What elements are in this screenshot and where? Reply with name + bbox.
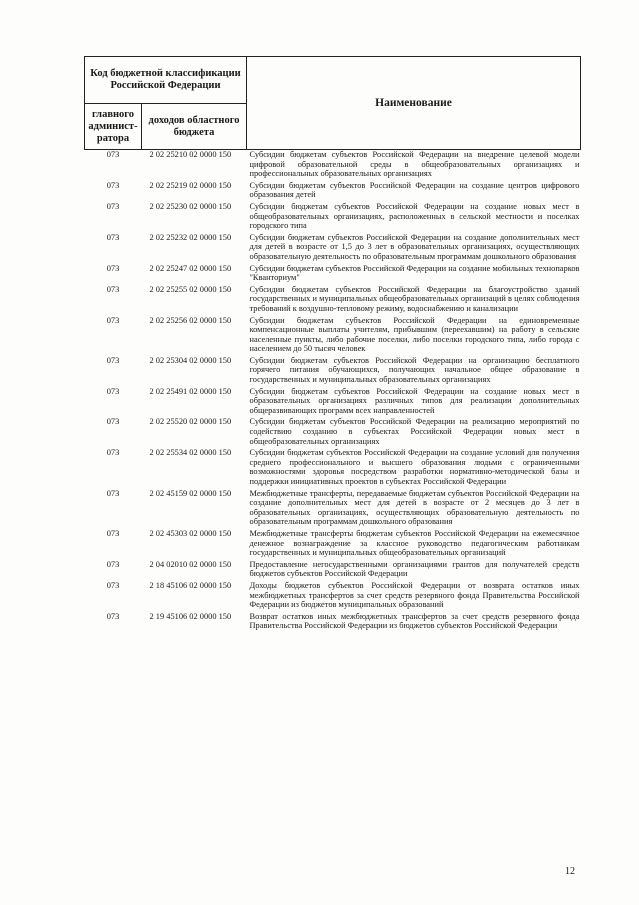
table-row	[85, 316, 581, 356]
income-code-cell: 2 02 25219 02 0000 150	[149, 180, 232, 190]
name-cell: Субсидии бюджетам субъектов Российской Федерации на создание новых мест в общеобразовательных организациях, расположенных в сельской местности и поселках городского типа	[249, 201, 580, 231]
income-code-cell: 2 18 45106 02 0000 150	[149, 580, 232, 590]
table-row	[85, 529, 581, 560]
name-cell: Межбюджетные трансферты бюджетам субъектов Российской Федерации на ежемесячное денежное вознаграждение за классное руководство педагогическим работникам государственных и муниципальных общеобразовательных организаций	[249, 528, 580, 558]
income-code-cell: 2 02 25256 02 0000 150	[149, 315, 232, 325]
name-cell: Субсидии бюджетам субъектов Российской Федерации на единовременные компенсационные выплаты учителям, прибывшим (переехавшим) на работу в сельские населенные пункты, либо рабочие поселки, либо поселки городского типа, либо города с населением до 50 тысяч человек	[249, 315, 580, 354]
admin-code-cell: 073	[106, 559, 120, 569]
admin-code-cell: 073	[106, 180, 120, 190]
admin-code-cell: 073	[106, 448, 120, 458]
income-code-cell: 2 02 25247 02 0000 150	[149, 263, 232, 273]
name-cell: Доходы бюджетов субъектов Российской Федерации от возврата остатков иных межбюджетных трансфертов за счет средств резервного фонда Правительства Российской Федерации из бюджетов муниципальных образований	[249, 580, 580, 610]
name-cell: Субсидии бюджетам субъектов Российской Федерации на внедрение целевой модели цифровой образовательной среды в общеобразовательных организациях и профессиональных образовательных организациях	[249, 150, 580, 179]
table-row	[85, 202, 581, 233]
table-row	[85, 285, 581, 316]
table-row	[85, 417, 581, 448]
admin-code-cell: 073	[106, 201, 120, 211]
admin-code-cell: 073	[106, 528, 120, 538]
income-code-cell: 2 02 25534 02 0000 150	[149, 448, 232, 458]
income-code-cell: 2 02 25210 02 0000 150	[149, 150, 232, 159]
name-cell: Субсидии бюджетам субъектов Российской Федерации на создание центров цифрового образования детей	[249, 180, 580, 200]
admin-code-cell: 073	[106, 611, 120, 621]
income-code-cell: 2 04 02010 02 0000 150	[149, 559, 232, 569]
name-cell: Субсидии бюджетам субъектов Российской Федерации на создание дополнительных мест для детей в возрасте от 1,5 до 3 лет в образовательных организациях, осуществляющих образовательную деятельность по образовательным программам дошкольного образования	[249, 232, 580, 261]
name-cell: Субсидии бюджетам субъектов Российской Федерации на создание мобильных технопарков "Кванториум"	[249, 263, 580, 283]
admin-code-cell: 073	[106, 488, 120, 498]
admin-code-cell: 073	[106, 232, 120, 242]
header-name: Наименование	[247, 57, 581, 150]
name-cell: Субсидии бюджетам субъектов Российской Федерации на создание условий для получения среднего профессионального и высшего образования людьми с ограниченными возможностями здоровья посредством разработки нормативно-методической базы и поддержки инициативных проектов в субъектах Российской Федерации	[249, 448, 580, 486]
admin-code-cell: 073	[106, 417, 120, 427]
table-row	[85, 560, 581, 581]
header-income: доходов областного бюджета	[142, 104, 247, 150]
name-cell: Субсидии бюджетам субъектов Российской Федерации на благоустройство зданий государственных и муниципальных общеобразовательных организаций в целях соблюдения требований к воздушно-тепловому режиму, водоснабжению и канализации	[249, 284, 580, 313]
header-budget-code-group: Код бюджетной классификации Российской Федерации	[85, 57, 247, 104]
name-cell: Субсидии бюджетам субъектов Российской Федерации на создание новых мест в образовательных организациях различных типов для реализации дополнительных общеразвивающих программ всех направленностей	[249, 386, 580, 415]
name-cell: Субсидии бюджетам субъектов Российской Федерации на организацию бесплатного горячего питания обучающихся, получающих начальное общее образование в государственных и муниципальных образовательных организациях	[249, 355, 580, 385]
table-row	[85, 612, 581, 633]
income-code-cell: 2 02 25520 02 0000 150	[149, 417, 232, 427]
table-row	[85, 356, 581, 387]
income-code-cell: 2 02 25230 02 0000 150	[149, 201, 232, 211]
table-row	[85, 264, 581, 285]
name-cell: Субсидии бюджетам субъектов Российской Федерации на реализацию мероприятий по содействию созданию в субъектах Российской Федерации новых мест в общеобразовательных организациях	[249, 417, 580, 446]
admin-code-cell: 073	[106, 263, 120, 273]
income-code-cell: 2 02 25232 02 0000 150	[149, 232, 232, 242]
name-cell: Возврат остатков иных межбюджетных трансфертов за счет средств резервного фонда Правительства Российской Федерации из бюджетов субъектов Российской Федерации	[249, 611, 580, 631]
name-cell: Предоставление негосударственными организациями грантов для получателей средств бюджетов субъектов Российской Федерации	[249, 559, 580, 579]
table-row	[85, 181, 581, 202]
admin-code-cell: 073	[106, 150, 120, 159]
income-code-cell: 2 02 45159 02 0000 150	[149, 488, 232, 498]
table-row	[85, 489, 581, 529]
income-code-cell: 2 02 25255 02 0000 150	[149, 284, 232, 294]
table-row	[85, 233, 581, 264]
page-number: 12	[565, 866, 575, 877]
admin-code-cell: 073	[106, 386, 120, 396]
name-cell: Межбюджетные трансферты, передаваемые бюджетам субъектов Российской Федерации на создание дополнительных мест для детей в возрасте от 2 месяцев до 3 лет в образовательных организациях, осуществляющих образовательную деятельность по образовательным программам дошкольного образования	[249, 488, 580, 527]
table-row	[85, 448, 581, 488]
admin-code-cell: 073	[106, 355, 120, 365]
table-header	[85, 57, 581, 150]
table-row	[85, 150, 581, 181]
admin-code-cell: 073	[106, 580, 120, 590]
income-code-cell: 2 02 45303 02 0000 150	[149, 528, 232, 538]
income-code-cell: 2 19 45106 02 0000 150	[149, 611, 232, 621]
table-body	[85, 150, 581, 633]
income-code-cell: 2 02 25491 02 0000 150	[149, 386, 232, 396]
table-row	[85, 387, 581, 418]
budget-classification-table	[84, 56, 581, 633]
header-admin: главного админист-ратора	[85, 104, 142, 150]
admin-code-cell: 073	[106, 315, 120, 325]
income-code-cell: 2 02 25304 02 0000 150	[149, 355, 232, 365]
table-row	[85, 581, 581, 612]
admin-code-cell: 073	[106, 284, 120, 294]
